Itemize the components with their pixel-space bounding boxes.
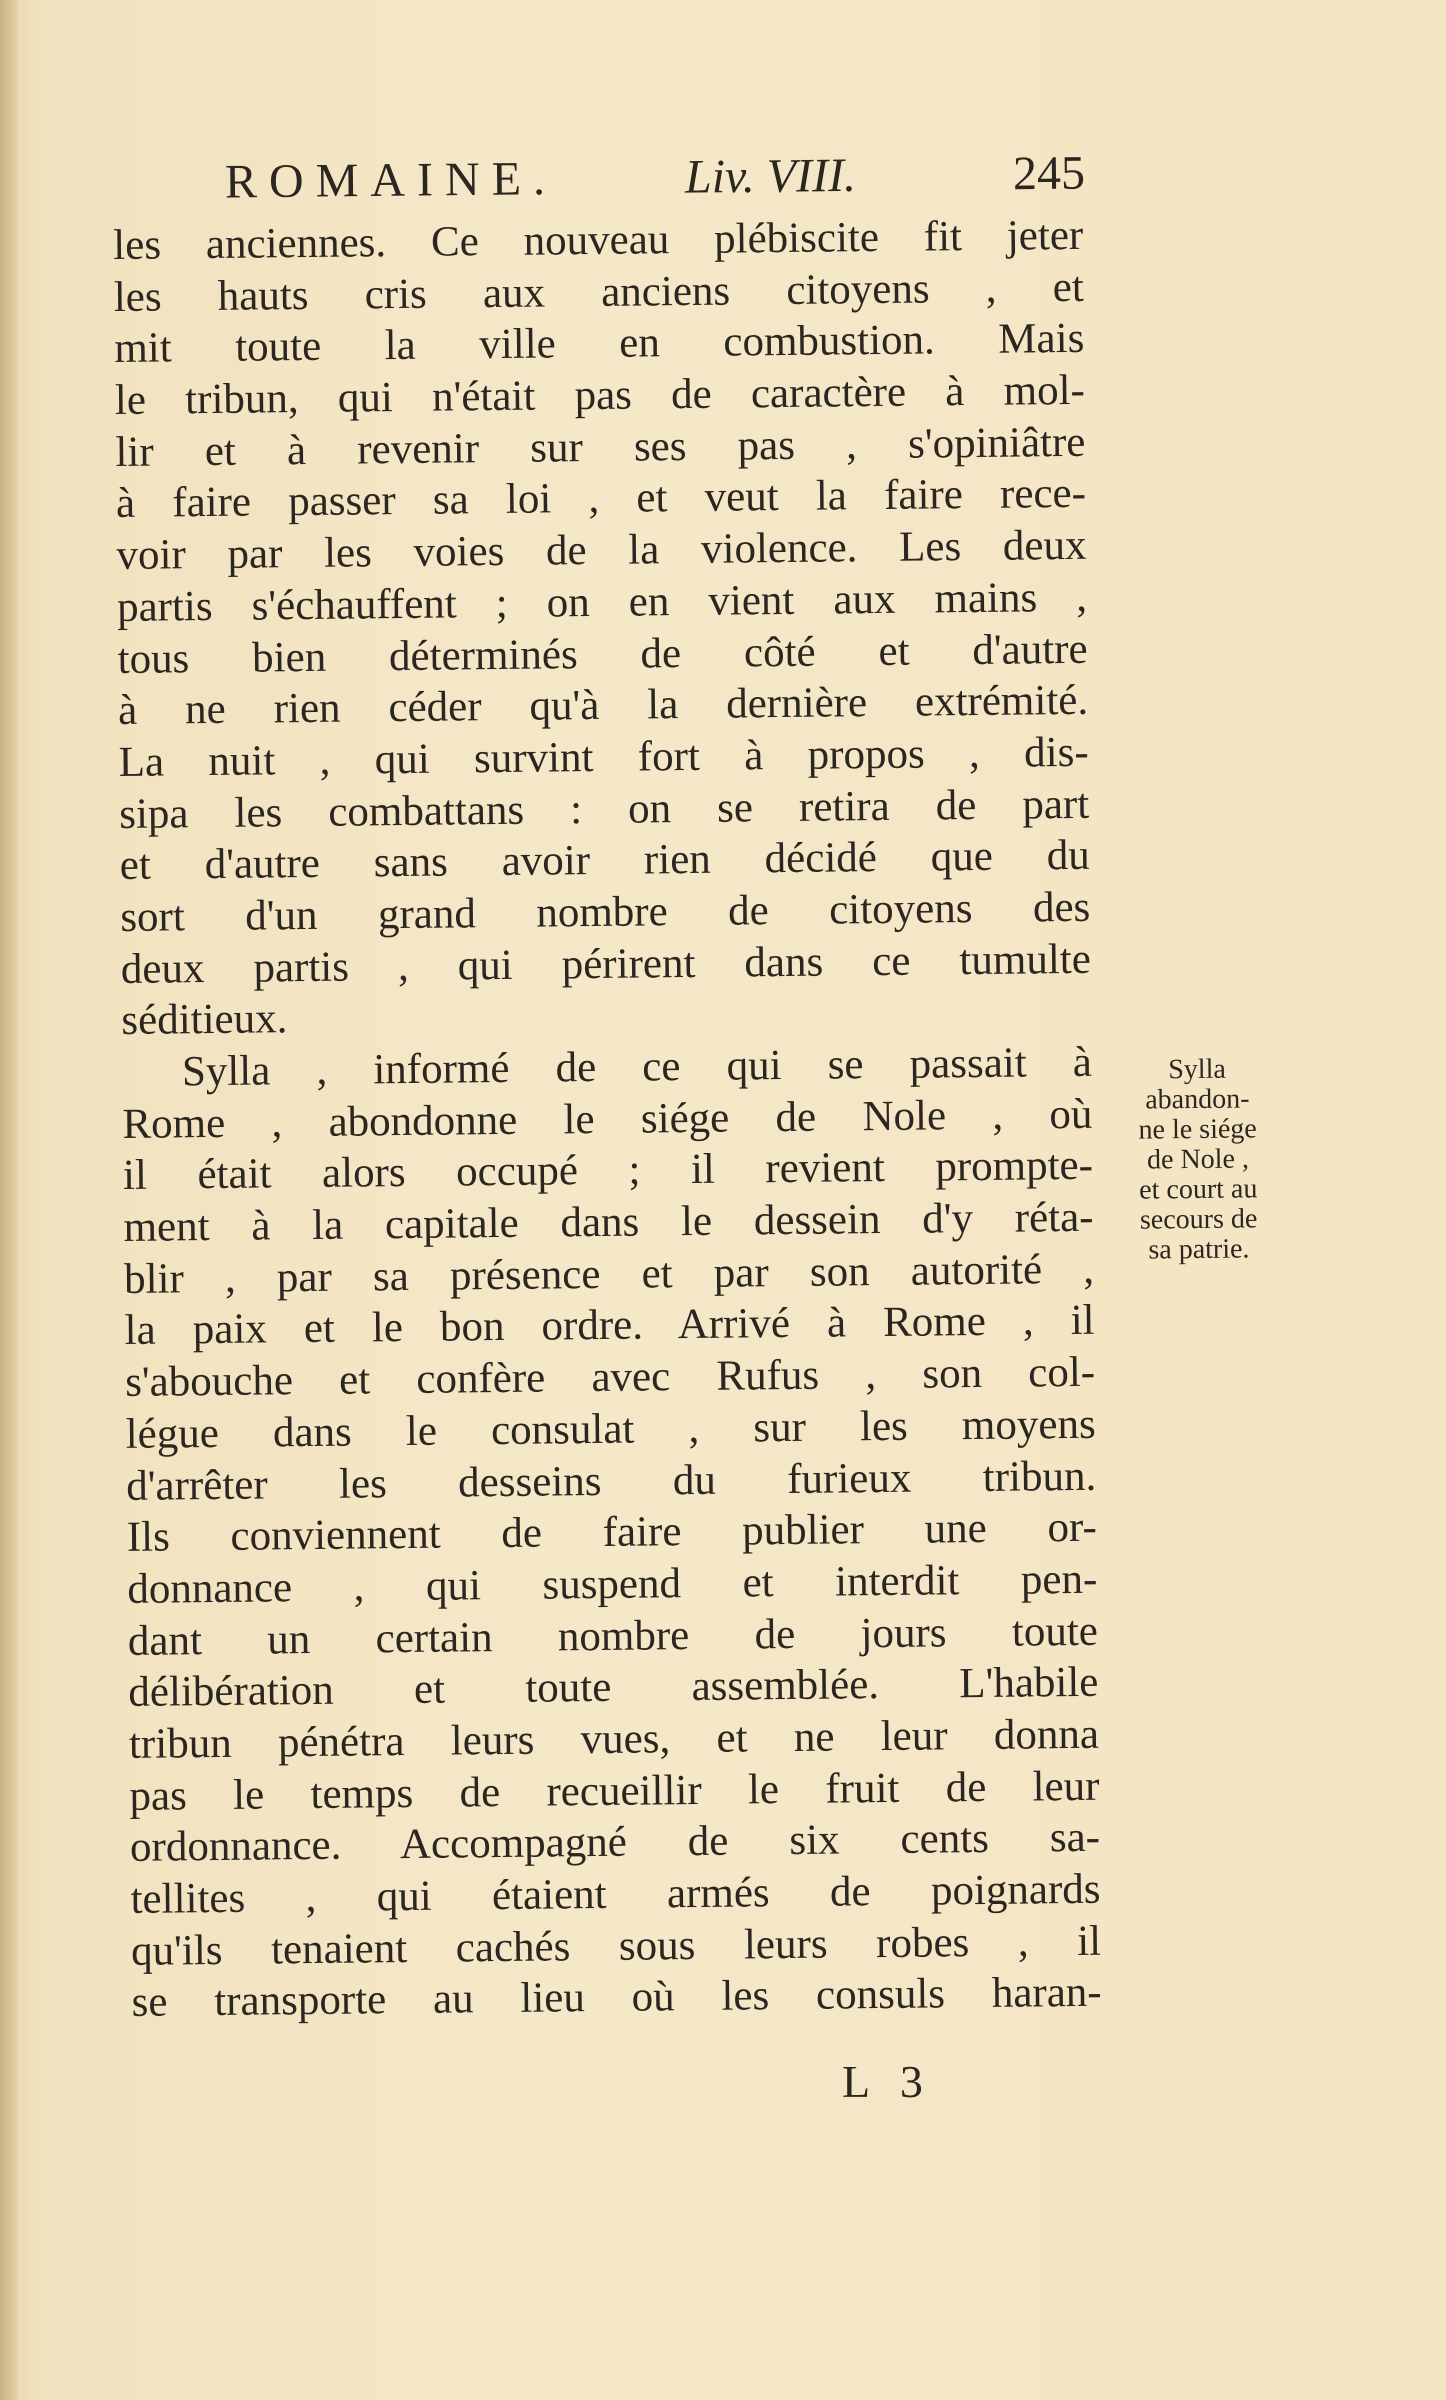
text-line: se transporte au lieu où les consuls haran-: [131, 1969, 1102, 2027]
text-line: dant un certain nombre de jours toute: [127, 1607, 1099, 1665]
text-line: délibération et toute assemblée. L'habile: [128, 1659, 1099, 1717]
page-gutter: [0, 0, 18, 2400]
running-head-book: Liv. VIII.: [684, 148, 857, 204]
text-line: Rome , abondonne le siége de Nole , où: [122, 1090, 1093, 1148]
margin-note-line: abandon-: [1145, 1083, 1250, 1116]
signature-mark: L 3: [842, 2056, 933, 2107]
text-line: le tribun, qui n'était pas de caractère à mol-: [114, 366, 1086, 425]
text-line: les anciennes. Ce nouveau plébiscite fit jeter: [113, 211, 1084, 269]
text-line: partis s'échauffent ; on en vient aux mains ,: [116, 573, 1088, 631]
body-text: [113, 210, 1102, 2029]
text-line: les hauts cris aux anciens citoyens , et: [113, 263, 1085, 321]
text-line: à faire passer sa loi , et veut la faire rece-: [115, 470, 1087, 528]
running-head: [225, 145, 1086, 214]
text-line: lir et à revenir sur ses pas , s'opiniâtre: [115, 418, 1086, 476]
text-line: sort d'un grand nombre de citoyens des: [120, 883, 1091, 941]
text-line: légue dans le consulat , sur les moyens: [125, 1400, 1096, 1458]
text-line: pas le temps de recueillir le fruit de leur: [129, 1762, 1100, 1820]
text-line: s'abouche et confère avec Rufus , son col-: [124, 1348, 1096, 1407]
text-line: à ne rien céder qu'à la dernière extrémité.: [117, 677, 1089, 735]
margin-note-line: Sylla: [1168, 1053, 1226, 1086]
text-line: deux partis , qui périrent dans ce tumulte: [120, 935, 1092, 993]
text-line: séditieux.: [121, 995, 288, 1045]
text-line: voir par les voies de la violence. Les deux: [116, 521, 1087, 580]
text-line: la paix et le bon ordre. Arrivé à Rome , il: [124, 1297, 1095, 1355]
paragraph-start-line: Sylla , informé de ce qui se passait à: [181, 1038, 1093, 1096]
text-line: et d'autre sans avoir rien décidé que du: [119, 832, 1090, 890]
running-head-title: ROMAINE.: [224, 152, 558, 209]
text-line: tribun pénétra leurs vues, et ne leur donna: [128, 1710, 1100, 1768]
text-line: blir , par sa présence et par son autorité ,: [123, 1245, 1095, 1303]
text-line: Ils conviennent de faire publier une or-: [126, 1503, 1097, 1562]
text-line: tous bien déterminés de côté et d'autre: [117, 625, 1088, 683]
text-line: qu'ils tenaient cachés sous leurs robes , il: [130, 1917, 1102, 1975]
text-line: mit toute la ville en combustion. Mais: [114, 315, 1085, 373]
marginal-note: [1097, 1054, 1299, 1266]
text-line: sipa les combattans : on se retira de part: [118, 780, 1090, 838]
text-line: tellites , qui étaient armés de poignards: [130, 1865, 1101, 1923]
text-line: il était alors occupé ; il revient prompte-: [122, 1142, 1094, 1200]
text-line: ordonnance. Accompagné de six cents sa-: [129, 1814, 1101, 1872]
margin-note-line: de Nole ,: [1146, 1143, 1250, 1176]
text-line: donnance , qui suspend et interdit pen-: [127, 1555, 1098, 1613]
margin-note-line: ne le siége: [1138, 1113, 1257, 1146]
margin-note-line: secours de: [1139, 1203, 1258, 1236]
text-line: ment à la capitale dans le dessein d'y réta-: [123, 1193, 1094, 1252]
margin-note-line: sa patrie.: [1148, 1233, 1250, 1266]
margin-note-line: et court au: [1139, 1173, 1258, 1206]
text-line: d'arrêter les desseins du furieux tribun.: [126, 1452, 1097, 1510]
text-line: La nuit , qui survint fort à propos , dis-: [118, 728, 1089, 786]
page-number: 245: [1012, 146, 1086, 201]
